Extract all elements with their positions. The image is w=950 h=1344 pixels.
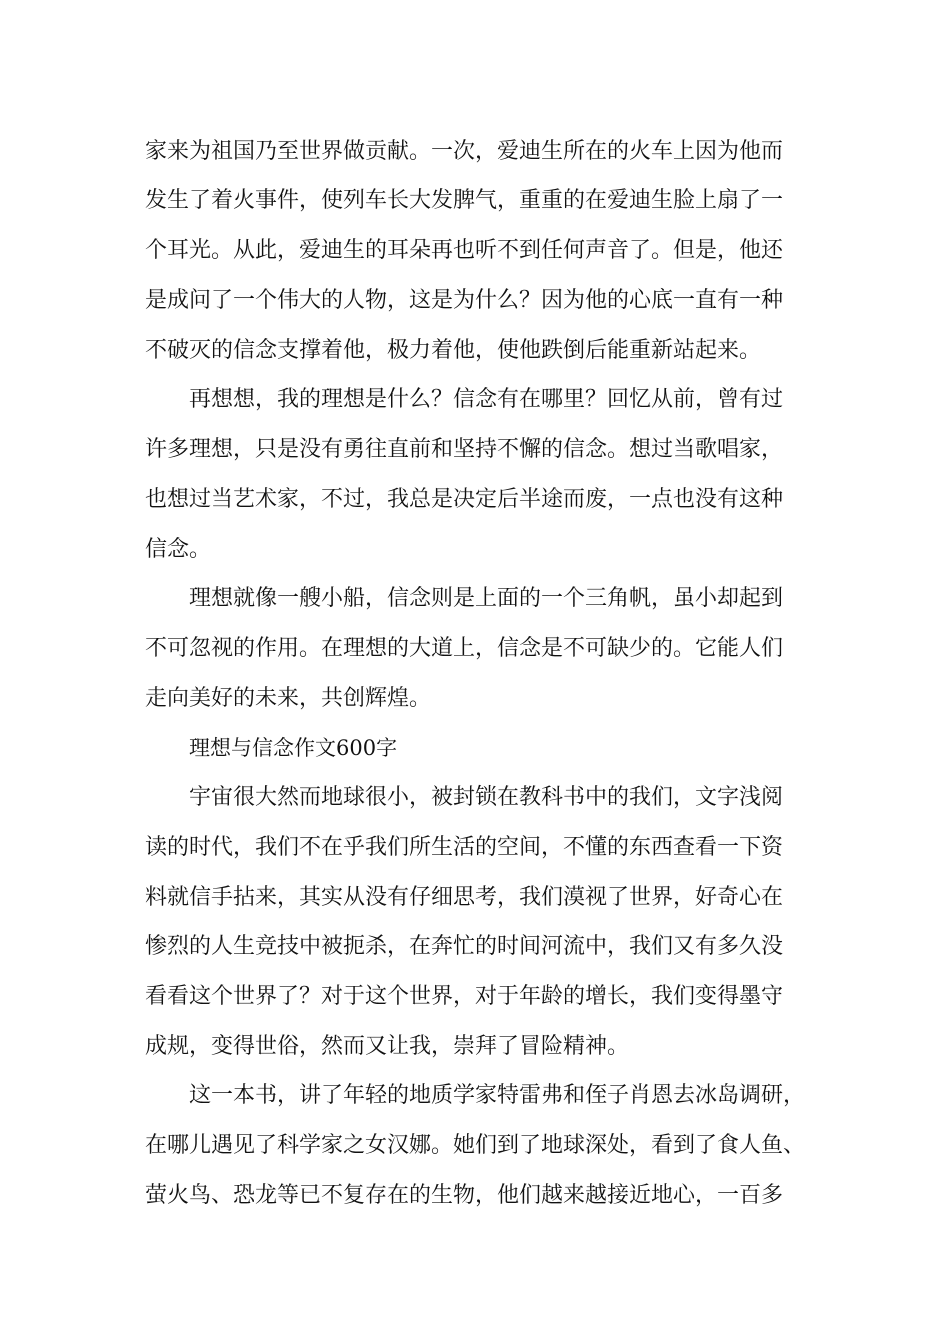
paragraph-1-line-4: 是成问了一个伟大的人物，这是为什么？因为他的心底一直有一种 [145,288,784,313]
paragraph-2-line-4: 信念。 [145,537,212,562]
paragraph-2-line-2: 许多理想，只是没有勇往直前和坚持不懈的信念。想过当歌唱家， [145,437,784,462]
paragraph-3-line-1: 理想就像一艘小船，信念则是上面的一个三角帆，虽小却起到 [189,586,784,611]
paragraph-5-line-4: 惨烈的人生竞技中被扼杀，在奔忙的时间河流中，我们又有多久没 [145,934,784,959]
paragraph-2-line-3: 也想过当艺术家，不过，我总是决定后半途而废，一点也没有这种 [145,487,784,512]
paragraph-6-line-2: 在哪儿遇见了科学家之女汉娜。她们到了地球深处，看到了食人鱼、 [145,1133,806,1158]
paragraph-5-line-1: 宇宙很大然而地球很小，被封锁在教科书中的我们，文字浅阅 [189,785,784,810]
paragraph-2-line-1: 再想想，我的理想是什么？信念有在哪里？回忆从前，曾有过 [189,387,784,412]
paragraph-1-line-2: 发生了着火事件，使列车长大发脾气，重重的在爱迪生脸上扇了一 [145,188,784,213]
essay-title: 理想与信念作文600字 [189,736,398,760]
paragraph-5-line-2: 读的时代，我们不在乎我们所生活的空间，不懂的东西查看一下资 [145,835,784,860]
paragraph-5-line-5: 看看这个世界了？对于这个世界，对于年龄的增长，我们变得墨守 [145,984,784,1009]
paragraph-5-line-3: 料就信手拈来，其实从没有仔细思考，我们漠视了世界，好奇心在 [145,885,784,910]
paragraph-1-line-1: 家来为祖国乃至世界做贡献。一次，爱迪生所在的火车上因为他而 [145,139,784,164]
paragraph-1-line-5: 不破灭的信念支撑着他，极力着他，使他跌倒后能重新站起来。 [145,338,762,363]
paragraph-3-line-3: 走向美好的未来，共创辉煌。 [145,686,432,711]
paragraph-3-line-2: 不可忽视的作用。在理想的大道上，信念是不可缺少的。它能人们 [145,636,784,661]
paragraph-5-line-6: 成规，变得世俗，然而又让我，崇拜了冒险精神。 [145,1034,630,1059]
paragraph-6-line-1: 这一本书，讲了年轻的地质学家特雷弗和侄子肖恩去冰岛调研， [189,1083,806,1108]
paragraph-6-line-3: 萤火鸟、恐龙等已不复存在的生物，他们越来越接近地心，一百多 [145,1183,784,1208]
paragraph-1-line-3: 个耳光。从此，爱迪生的耳朵再也听不到任何声音了。但是，他还 [145,238,784,263]
